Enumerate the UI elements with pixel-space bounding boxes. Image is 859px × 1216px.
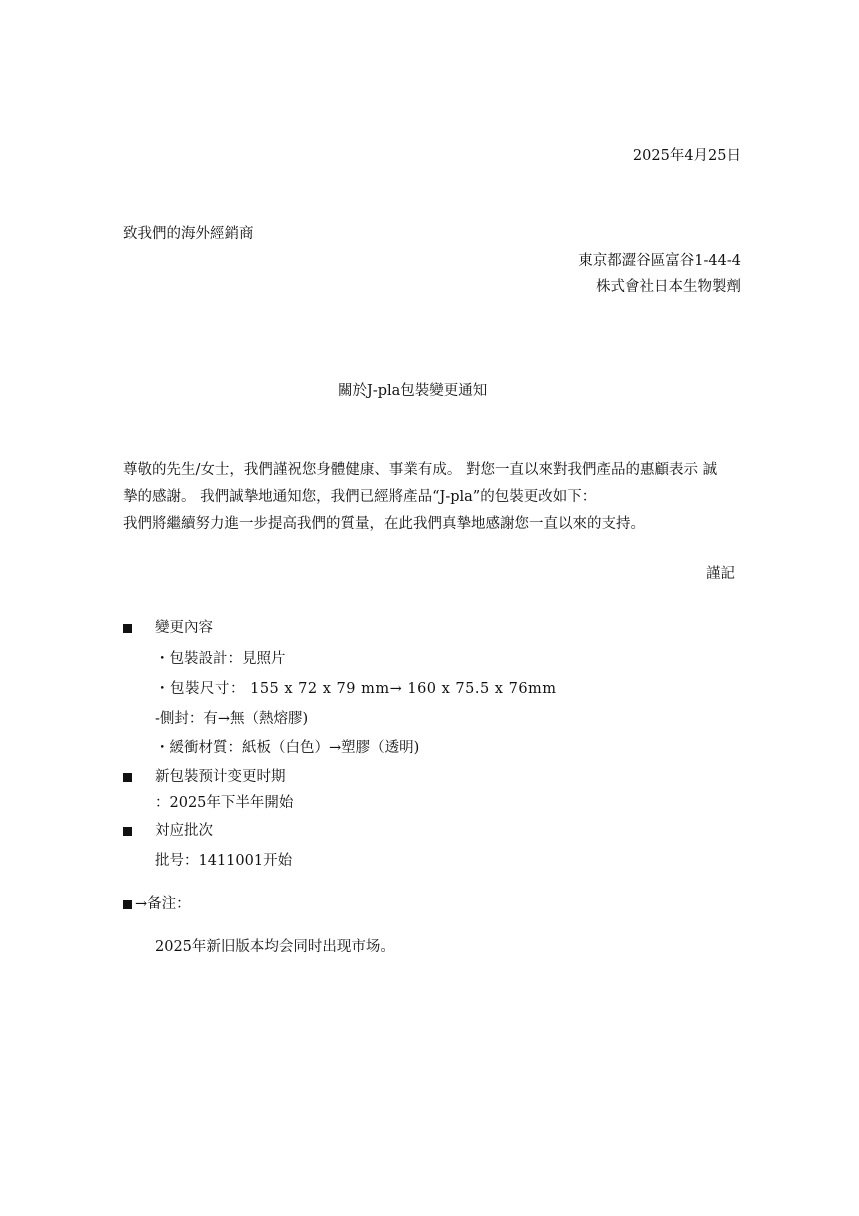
closing-text: 謹記 bbox=[706, 566, 735, 582]
schedule-heading: 新包裝预计变更时期 bbox=[155, 769, 286, 785]
notice-title: 關於J-pla包裝變更通知 bbox=[338, 383, 488, 399]
change-item: -側封：有→無（熱熔膠) bbox=[155, 711, 309, 727]
note-value: 2025年新旧版本均会同时出现市场。 bbox=[155, 939, 395, 955]
change-item: ・包裝設計：見照片 bbox=[155, 651, 286, 667]
body-line: 尊敬的先生/女士，我們謹祝您身體健康、事業有成。 對您一直以來對我們產品的惠顧表示 誠 bbox=[123, 462, 718, 478]
body-line: 摯的感謝。 我們誠摯地通知您，我們已經將產品“J-pla”的包裝更改如下： bbox=[123, 489, 597, 505]
recipient-line: 致我們的海外經銷商 bbox=[123, 226, 254, 242]
schedule-value: ：2025年下半年開始 bbox=[155, 795, 294, 811]
bullet-square-icon bbox=[123, 825, 132, 840]
bullet-square-icon bbox=[123, 898, 132, 913]
note-heading: →备注： bbox=[135, 896, 191, 912]
body-paragraph bbox=[123, 457, 743, 538]
change-item: ・包裝尺寸： 155 x 72 x 79 mm→ 160 x 75.5 x 76mm bbox=[155, 681, 557, 697]
bullet-square-icon bbox=[123, 622, 132, 637]
lot-value: 批号：1411001开始 bbox=[155, 853, 293, 869]
sender-address: 東京都澀谷區富谷1-44-4 bbox=[578, 253, 741, 269]
bullet-square-icon bbox=[123, 771, 132, 786]
change-heading: 變更內容 bbox=[155, 620, 213, 636]
body-line: 我們將繼續努力進一步提高我們的質量，在此我們真摯地感謝您一直以來的支持。 bbox=[123, 516, 645, 532]
lot-heading: 対应批次 bbox=[155, 823, 213, 839]
letter-date: 2025年4月25日 bbox=[632, 148, 741, 164]
sender-company: 株式會社日本生物製劑 bbox=[596, 279, 741, 295]
change-item: ・緩衝材質：紙板（白色）→塑膠（透明) bbox=[155, 740, 420, 756]
